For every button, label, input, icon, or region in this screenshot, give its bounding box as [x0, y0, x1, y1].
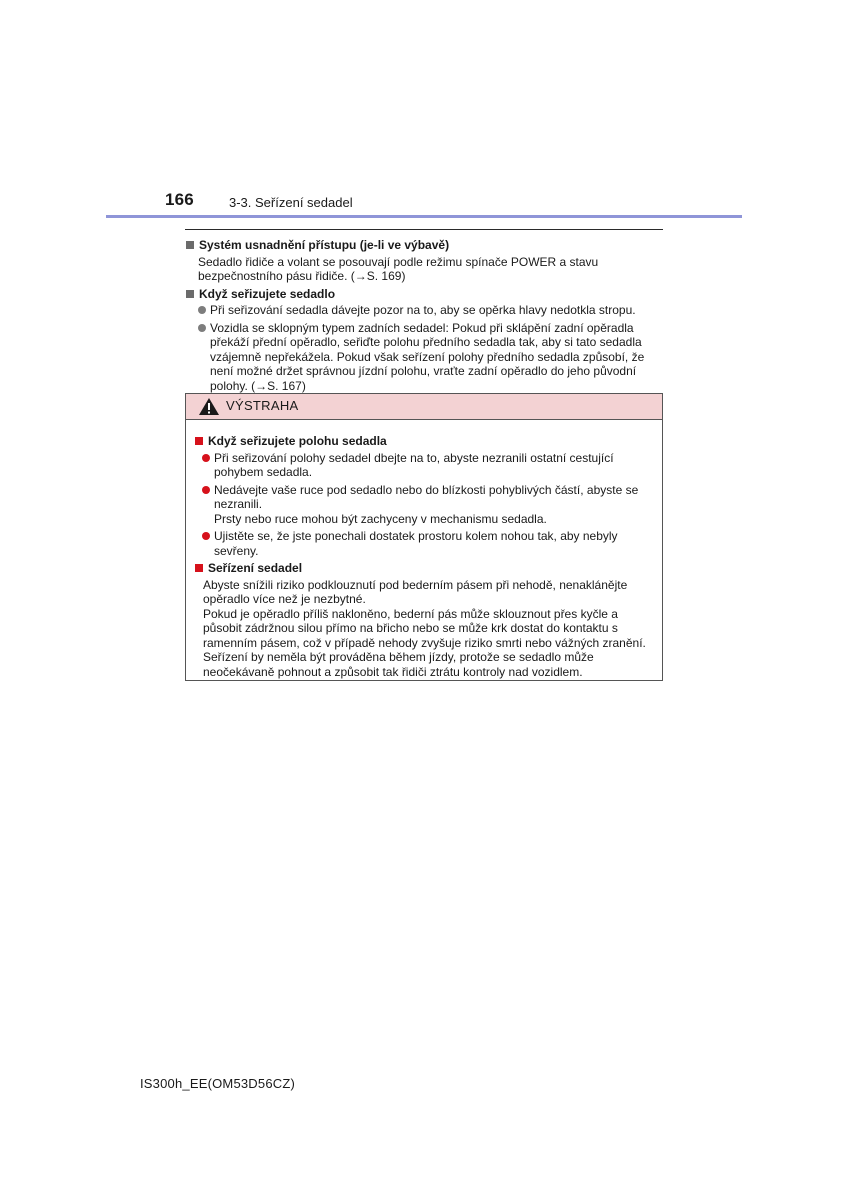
page-number: 166	[165, 190, 194, 209]
adjusting-heading	[185, 287, 663, 302]
circle-bullet-icon	[198, 324, 206, 332]
list-item-text-line: Prsty nebo ruce mohou být zachyceny v mechanismu sedadla.	[214, 511, 547, 526]
list-item-text: Ujistěte se, že jste ponechali dostatek prostoru kolem nohou tak, aby nebyly sevřeny.	[214, 529, 618, 558]
circle-bullet-icon	[198, 306, 206, 314]
list-item	[202, 483, 654, 527]
square-bullet-icon	[195, 437, 203, 445]
main-content	[185, 229, 663, 396]
circle-bullet-icon	[202, 486, 210, 494]
access-heading-text: Systém usnadnění přístupu (je-li ve výbavě)	[199, 238, 450, 252]
warning-paragraph-line: Seřízení by neměla být prováděna během jízdy, protože se sedadlo může neočekávaně pohnout a způsobit tak řidiči ztrátu kontroly nad vozidlem.	[203, 650, 594, 679]
square-bullet-icon	[195, 564, 203, 572]
list-item-text: Při seřizování polohy sedadel dbejte na to, abyste nezranili ostatní cestující pohybem sedadla.	[214, 450, 614, 479]
warning-header	[186, 394, 662, 420]
seat-heading-text: Seřízení sedadel	[208, 561, 303, 575]
circle-bullet-icon	[202, 532, 210, 540]
list-item-text	[214, 483, 654, 527]
section-title: 3-3. Seřízení sedadel	[229, 195, 353, 210]
circle-bullet-icon	[202, 454, 210, 462]
warning-body	[186, 420, 662, 679]
warning-paragraph-line: Pokud je opěradlo příliš nakloněno, bederní pás může sklouznout přes kyčle a působit zádržnou silou přímo na břicho nebo se může krk dostat do kontaktu s ramenním pásem, což v případě nehody zvyšuje riziko smrti nebo vážných zranění.	[203, 606, 646, 650]
list-item	[198, 321, 663, 394]
list-item-text: Vozidla se sklopným typem zadních sedadel: Pokud při sklápění zadní opěradla překáží přední opěradlo, seřiďte polohu předního sedadla tak, aby si tato sedadla vzájemně nepřekážela. Pokud však seřízení polohy předního sedadla způsobí, že není možné držet správnou jízdní polohu, vraťte zadní opěradlo do jeho původní polohy. (→S. 167)	[210, 320, 645, 393]
square-bullet-icon	[186, 241, 194, 249]
warning-paragraph-line: Abyste snížili riziko podklouznutí pod bederním pásem při nehodě, nenaklánějte opěradlo více než je nezbytné.	[203, 577, 628, 606]
list-item	[198, 303, 663, 318]
warning-paragraph	[203, 578, 654, 680]
list-item	[202, 451, 654, 480]
document-code: IS300h_EE(OM53D56CZ)	[140, 1076, 296, 1091]
warning-box	[185, 393, 663, 681]
position-heading	[194, 434, 654, 449]
list-item	[202, 529, 654, 558]
access-text: Sedadlo řidiče a volant se posouvají podle režimu spínače POWER a stavu bezpečnostního pásu řidiče. (→S. 169)	[198, 254, 599, 283]
adjusting-heading-text: Když seřizujete sedadlo	[199, 286, 336, 301]
position-heading-text: Když seřizujete polohu sedadla	[208, 434, 387, 448]
access-heading	[185, 238, 663, 253]
list-item-text-line: Nedávejte vaše ruce pod sedadlo nebo do blízkosti pohyblivých částí, abyste se nezranili.	[214, 482, 639, 511]
warning-title: VÝSTRAHA	[226, 398, 299, 414]
list-item-text: Při seřizování sedadla dávejte pozor na to, aby se opěrka hlavy nedotkla stropu.	[210, 303, 636, 317]
seat-heading	[194, 561, 654, 576]
header-rule	[106, 215, 742, 218]
square-bullet-icon	[186, 290, 194, 298]
warning-triangle-icon	[198, 397, 220, 416]
